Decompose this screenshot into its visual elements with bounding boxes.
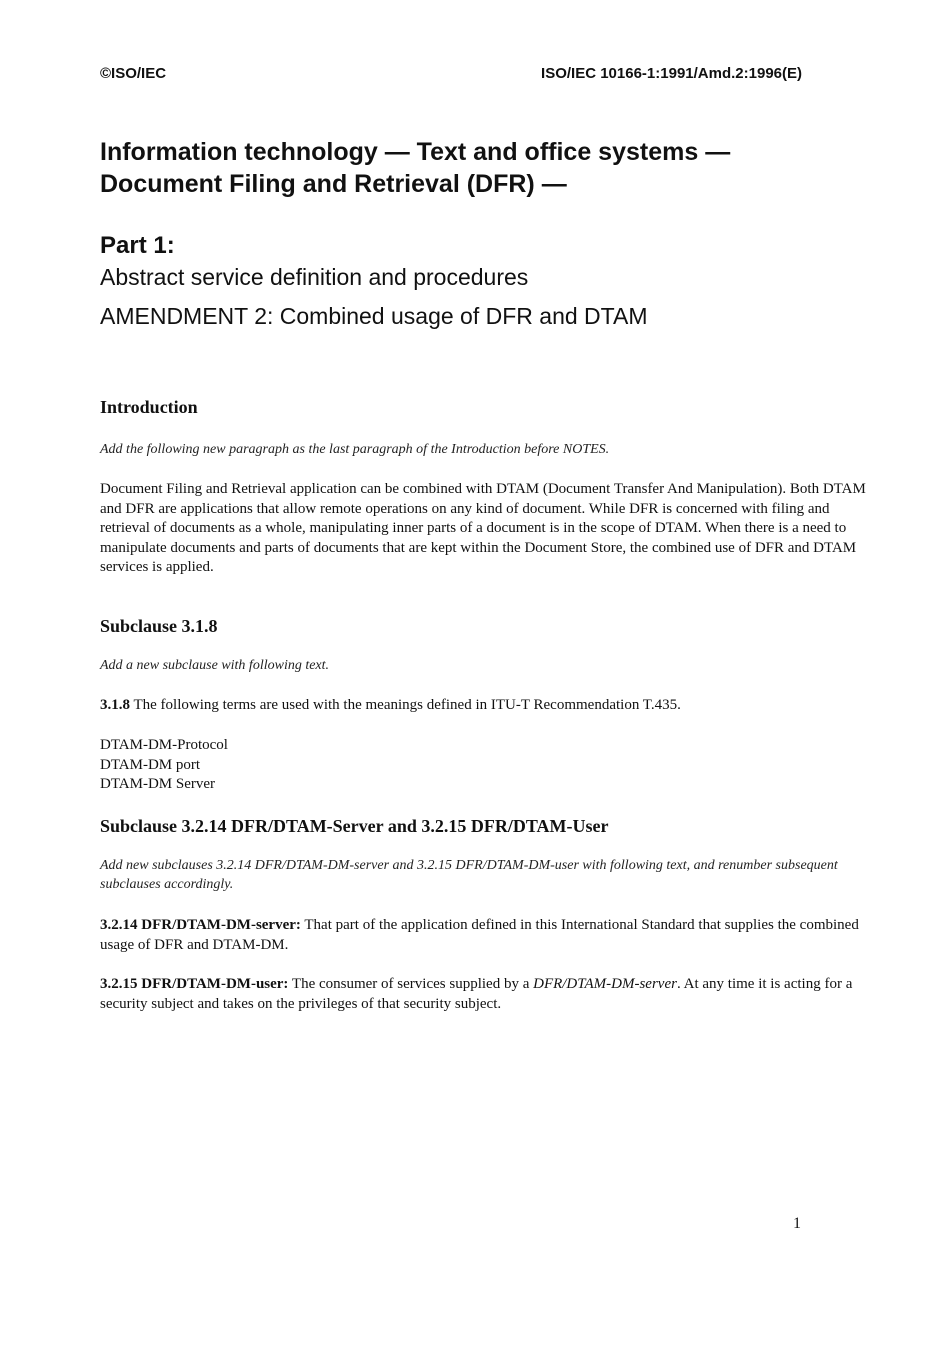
part-label: Part 1:	[100, 232, 175, 259]
subclause-318-heading: Subclause 3.1.8	[100, 616, 218, 636]
header-copyright: ©ISO/IEC	[100, 65, 167, 82]
part-subtitle: Abstract service definition and procedures	[100, 264, 529, 290]
amendment-title: AMENDMENT 2: Combined usage of DFR and DTAM	[100, 303, 648, 329]
definition-3215	[100, 975, 870, 1014]
subclause-318-number: 3.1.8	[100, 697, 130, 713]
subclause-318-text	[100, 696, 870, 716]
subclause-318-body: The following terms are used with the meanings defined in ITU-T Recommendation T.435.	[130, 697, 681, 713]
subclause-3214-heading: Subclause 3.2.14 DFR/DTAM-Server and 3.2.15 DFR/DTAM-User	[100, 816, 609, 836]
definition-3214-text: That part of the application defined in this International Standard that supplies the combined usage of DFR and DTAM-DM.	[100, 917, 859, 953]
subclause-3214-instruction: Add new subclauses 3.2.14 DFR/DTAM-DM-server and 3.2.15 DFR/DTAM-DM-user with following text, and renumber subsequent subclauses accordingly.	[100, 858, 838, 892]
definition-3214-term: 3.2.14 DFR/DTAM-DM-server:	[100, 917, 301, 933]
term-list	[100, 736, 870, 795]
document-title	[100, 136, 880, 200]
title-line-2: Document Filing and Retrieval (DFR) —	[100, 170, 567, 198]
term-item: DTAM-DM port	[100, 756, 201, 773]
introduction-paragraph: Document Filing and Retrieval application can be combined with DTAM (Document Transfer And Manipulation). Both DTAM and DFR are applications that allow remote operations on any kind of document. While DFR is concerned with filing and retrieval of documents as a whole, manipulating inner parts of a document is in the scope of DTAM. When there is a need to manipulate documents and parts of documents that are kept within the Document Store, the combined use of DFR and DTAM services is applied.	[100, 481, 866, 575]
introduction-heading: Introduction	[100, 397, 198, 417]
definition-3215-term: 3.2.15 DFR/DTAM-DM-user:	[100, 976, 289, 992]
introduction-instruction: Add the following new paragraph as the last paragraph of the Introduction before NOTES.	[100, 442, 610, 457]
definition-3214	[100, 916, 870, 955]
header-standard-number: ISO/IEC 10166-1:1991/Amd.2:1996(E)	[541, 65, 802, 82]
page-number: 1	[793, 1215, 801, 1232]
definition-3215-text-b: . At any time it is acting for a security subject and takes on the privileges of that security subject.	[100, 976, 853, 1012]
definition-3215-italic: DFR/DTAM-DM-server	[533, 976, 677, 992]
subclause-318-instruction: Add a new subclause with following text.	[100, 658, 330, 673]
term-item: DTAM-DM-Protocol	[100, 737, 228, 753]
definition-3215-text-a: The consumer of services supplied by a	[288, 976, 534, 992]
term-item: DTAM-DM Server	[100, 776, 216, 792]
title-line-1: Information technology — Text and office systems —	[100, 138, 731, 166]
